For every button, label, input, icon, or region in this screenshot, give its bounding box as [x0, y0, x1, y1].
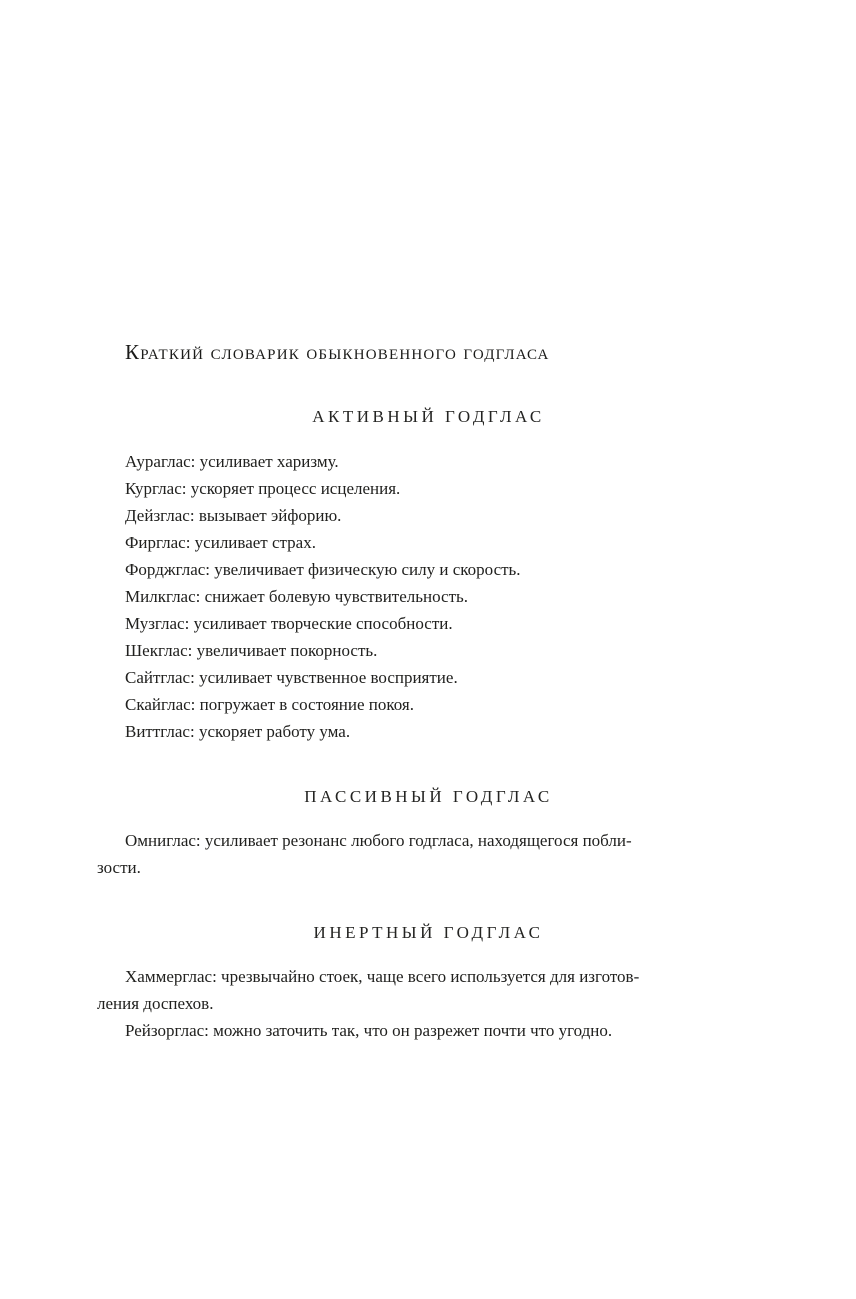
entry-line-1: Хаммерглас: чрезвычайно стоек, чаще всего используется для изготов- — [125, 967, 640, 987]
glossary-entry-saytglas: Сайтглас: усиливает чувственное восприятие. — [125, 667, 458, 687]
glossary-entry-kurglas: Курглас: ускоряет процесс исцеления. — [125, 478, 401, 498]
book-page — [97, 0, 760, 1044]
section-heading-passive: ПАССИВНЫЙ ГОДГЛАС — [304, 786, 553, 806]
glossary-entry-skayglas: Скайглас: погружает в состояние покоя. — [125, 694, 414, 714]
glossary-entry-firglas: Фирглас: усиливает страх. — [125, 532, 316, 552]
passive-entries-list — [97, 827, 760, 881]
inert-entries-list — [97, 963, 760, 1044]
page-title: Краткий словарик обыкновенного годгласа — [125, 340, 550, 364]
active-entries-list — [97, 448, 760, 745]
glossary-entry-reyzorglas: Рейзорглас: можно заточить так, что он разрежет почти что угодно. — [125, 1021, 613, 1041]
glossary-entry-milkglas: Милкглас: снижает болевую чувствительность. — [125, 586, 469, 606]
entry-line-2: зости. — [97, 857, 141, 877]
section-heading-inert: ИНЕРТНЫЙ ГОДГЛАС — [313, 922, 544, 942]
glossary-entry-fordzhglas: Форджглас: увеличивает физическую силу и скорость. — [125, 559, 521, 579]
glossary-entry-auraglas: Аураглас: усиливает харизму. — [125, 451, 339, 471]
entry-line-2: ления доспехов. — [97, 994, 214, 1014]
glossary-entry-deyzglas: Дейзглас: вызывает эйфорию. — [125, 505, 342, 525]
glossary-entry-vittglas: Виттглас: ускоряет работу ума. — [125, 721, 351, 741]
entry-line-1: Омниглас: усиливает резонанс любого годгласа, находящегося побли- — [125, 830, 632, 850]
glossary-entry-muzglas: Музглас: усиливает творческие способности. — [125, 613, 453, 633]
glossary-entry-omniglas — [97, 827, 760, 881]
glossary-entry-shekglas: Шекглас: увеличивает покорность. — [125, 640, 378, 660]
section-heading-active: АКТИВНЫЙ ГОДГЛАС — [312, 407, 545, 427]
glossary-entry-hammerglas — [97, 963, 760, 1017]
